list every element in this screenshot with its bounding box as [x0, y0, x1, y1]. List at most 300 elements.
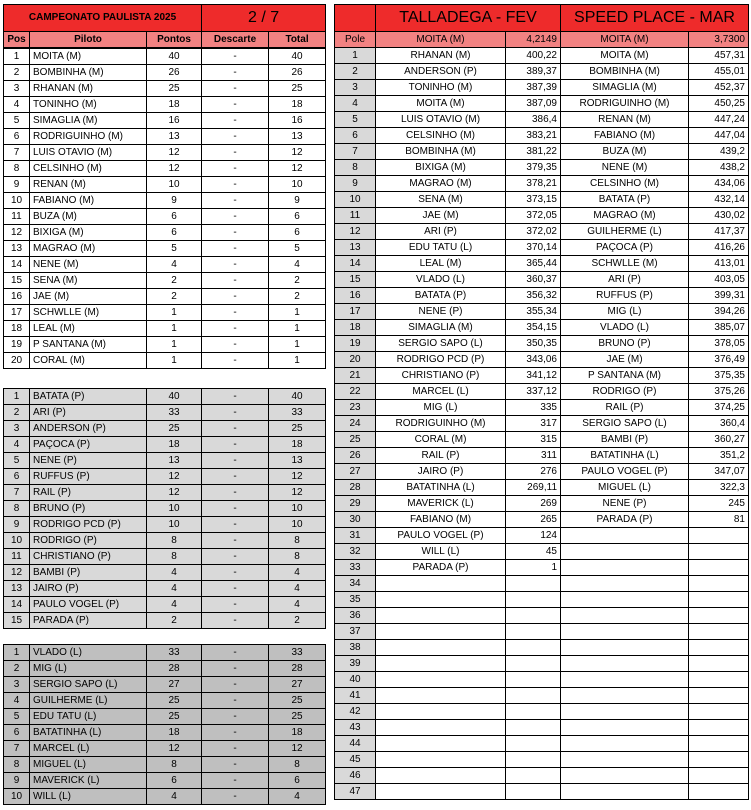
standings-pilot: GUILHERME (L) [30, 693, 147, 709]
standings-pos: 11 [4, 209, 30, 225]
race-row [335, 512, 749, 528]
standings-pos: 9 [4, 773, 30, 789]
standings-points: 1 [147, 305, 202, 321]
pole-pos: 19 [335, 336, 376, 352]
standings-discard: - [202, 161, 269, 177]
standings-pilot: MIGUEL (L) [30, 757, 147, 773]
standings-discard: - [202, 661, 269, 677]
standings-pos: 10 [4, 789, 30, 805]
standings-row [4, 241, 326, 257]
event2-driver: ARI (P) [561, 272, 689, 288]
race-row [335, 448, 749, 464]
standings-total: 13 [269, 453, 326, 469]
event2-score: 430,02 [689, 208, 749, 224]
event1-score: 372,05 [506, 208, 561, 224]
race-row [335, 272, 749, 288]
race-row [335, 256, 749, 272]
event1-driver [376, 752, 506, 768]
standings-row [4, 741, 326, 757]
standings-pos: 14 [4, 597, 30, 613]
race-results-table [334, 4, 749, 800]
event2-driver [561, 528, 689, 544]
event1-driver: BATATINHA (L) [376, 480, 506, 496]
event1-driver: RODRIGO PCD (P) [376, 352, 506, 368]
standings-pos: 7 [4, 485, 30, 501]
standings-points: 5 [147, 241, 202, 257]
standings-row [4, 469, 326, 485]
standings-total: 2 [269, 289, 326, 305]
standings-discard: - [202, 273, 269, 289]
pole-pos: 27 [335, 464, 376, 480]
standings-pilot: PAÇOCA (P) [30, 437, 147, 453]
event2-driver: PAULO VOGEL (P) [561, 464, 689, 480]
event2-title: SPEED PLACE - MAR [561, 5, 749, 32]
standings-points: 18 [147, 437, 202, 453]
event2-score [689, 704, 749, 720]
standings-points: 10 [147, 177, 202, 193]
event1-driver: MAVERICK (L) [376, 496, 506, 512]
event1-score [506, 784, 561, 800]
standings-total: 1 [269, 337, 326, 353]
standings-points: 10 [147, 501, 202, 517]
pole-pos: 37 [335, 624, 376, 640]
event2-driver: MAGRAO (M) [561, 208, 689, 224]
championship-title: CAMPEONATO PAULISTA 2025 [4, 5, 202, 32]
standings-row [4, 353, 326, 369]
event2-score: 455,01 [689, 64, 749, 80]
event1-driver: SIMAGLIA (M) [376, 320, 506, 336]
standings-pos: 12 [4, 565, 30, 581]
standings-points: 25 [147, 693, 202, 709]
standings-row [4, 389, 326, 405]
event1-score: 389,37 [506, 64, 561, 80]
standings-pilot: MIG (L) [30, 661, 147, 677]
event2-driver: SIMAGLIA (M) [561, 80, 689, 96]
standings-discard: - [202, 321, 269, 337]
race-row [335, 464, 749, 480]
standings-total: 25 [269, 421, 326, 437]
event2-score: 347,07 [689, 464, 749, 480]
event1-driver [376, 720, 506, 736]
event1-driver [376, 784, 506, 800]
standings-pilot: ARI (P) [30, 405, 147, 421]
event2-score: 385,07 [689, 320, 749, 336]
event2-score: 457,31 [689, 48, 749, 64]
standings-points: 12 [147, 469, 202, 485]
event1-driver: MARCEL (L) [376, 384, 506, 400]
event2-driver: VLADO (L) [561, 320, 689, 336]
event1-score: 373,15 [506, 192, 561, 208]
event1-score: 387,39 [506, 80, 561, 96]
event1-driver [376, 768, 506, 784]
standings-pos: 2 [4, 405, 30, 421]
standings-total: 6 [269, 225, 326, 241]
event2-score: 447,24 [689, 112, 749, 128]
col-total: Total [269, 32, 326, 48]
standings-pilot: LEAL (M) [30, 321, 147, 337]
standings-discard: - [202, 405, 269, 421]
race-row [335, 688, 749, 704]
standings-discard: - [202, 97, 269, 113]
standings-pilot: MAGRAO (M) [30, 241, 147, 257]
event1-score: 365,44 [506, 256, 561, 272]
standings-row [4, 661, 326, 677]
event2-driver: SCHWLLE (M) [561, 256, 689, 272]
event2-score: 413,01 [689, 256, 749, 272]
standings-row [4, 405, 326, 421]
standings-total: 5 [269, 241, 326, 257]
standings-row [4, 453, 326, 469]
standings-pos: 15 [4, 613, 30, 629]
standings-discard: - [202, 337, 269, 353]
event2-score: 375,35 [689, 368, 749, 384]
standings-total: 18 [269, 725, 326, 741]
standings-total: 33 [269, 645, 326, 661]
standings-discard: - [202, 533, 269, 549]
event1-driver: TONINHO (M) [376, 80, 506, 96]
event1-score [506, 624, 561, 640]
race-row [335, 128, 749, 144]
pole-pos: 16 [335, 288, 376, 304]
standings-pos: 16 [4, 289, 30, 305]
standings-pos: 9 [4, 517, 30, 533]
standings-discard: - [202, 501, 269, 517]
event1-score [506, 672, 561, 688]
event2-driver: PARADA (P) [561, 512, 689, 528]
standings-total: 12 [269, 145, 326, 161]
pole-pos: 47 [335, 784, 376, 800]
event1-driver: SERGIO SAPO (L) [376, 336, 506, 352]
event1-score [506, 656, 561, 672]
event2-score: 374,25 [689, 400, 749, 416]
event1-score: 1 [506, 560, 561, 576]
standings-pilot: WILL (L) [30, 789, 147, 805]
event2-score [689, 736, 749, 752]
pole-pos: 24 [335, 416, 376, 432]
race-row [335, 80, 749, 96]
event2-driver: RENAN (M) [561, 112, 689, 128]
race-row [335, 672, 749, 688]
standings-discard: - [202, 129, 269, 145]
pole-pos: 1 [335, 48, 376, 64]
standings-discard: - [202, 49, 269, 65]
standings-total: 28 [269, 661, 326, 677]
standings-pilot: NENE (P) [30, 453, 147, 469]
event2-driver: BATATINHA (L) [561, 448, 689, 464]
standings-total: 12 [269, 161, 326, 177]
pole-pos: 9 [335, 176, 376, 192]
standings-row [4, 773, 326, 789]
event1-score: 337,12 [506, 384, 561, 400]
standings-total: 1 [269, 353, 326, 369]
race-row [335, 704, 749, 720]
standings-discard: - [202, 613, 269, 629]
event1-score: 378,21 [506, 176, 561, 192]
pole-pos: 8 [335, 160, 376, 176]
standings-pilot: RENAN (M) [30, 177, 147, 193]
standings-points: 12 [147, 145, 202, 161]
standings-row [4, 273, 326, 289]
standings-total: 1 [269, 321, 326, 337]
race-row [335, 576, 749, 592]
standings-pilot: CELSINHO (M) [30, 161, 147, 177]
pole-pos: 23 [335, 400, 376, 416]
event1-score [506, 608, 561, 624]
event1-score: 381,22 [506, 144, 561, 160]
standings-discard: - [202, 469, 269, 485]
standings-points: 8 [147, 533, 202, 549]
event2-score: 322,3 [689, 480, 749, 496]
event1-score: 350,35 [506, 336, 561, 352]
event1-score [506, 640, 561, 656]
event1-score [506, 592, 561, 608]
standings-pos: 20 [4, 353, 30, 369]
standings-pos: 4 [4, 693, 30, 709]
standings-row [4, 613, 326, 629]
event2-driver [561, 608, 689, 624]
standings-pilot: RAIL (P) [30, 485, 147, 501]
event2-driver: BOMBINHA (M) [561, 64, 689, 80]
standings-row [4, 485, 326, 501]
event1-score: 372,02 [506, 224, 561, 240]
event2-driver [561, 624, 689, 640]
round-indicator: 2 / 7 [202, 5, 326, 32]
standings-pilot: PAULO VOGEL (P) [30, 597, 147, 613]
standings-row [4, 501, 326, 517]
standings-points: 16 [147, 113, 202, 129]
standings-pilot: CHRISTIANO (P) [30, 549, 147, 565]
race-row [335, 640, 749, 656]
race-row [335, 768, 749, 784]
pole-pos: 17 [335, 304, 376, 320]
pole-pos: 33 [335, 560, 376, 576]
standings-row [4, 565, 326, 581]
standings-pos: 8 [4, 757, 30, 773]
event1-driver: CHRISTIANO (P) [376, 368, 506, 384]
event1-driver: PARADA (P) [376, 560, 506, 576]
standings-discard: - [202, 305, 269, 321]
standings-row [4, 421, 326, 437]
pole-pos: 44 [335, 736, 376, 752]
race-row [335, 144, 749, 160]
standings-pilot: RUFFUS (P) [30, 469, 147, 485]
standings-group-m [3, 48, 326, 369]
standings-pos: 5 [4, 709, 30, 725]
event2-driver: CELSINHO (M) [561, 176, 689, 192]
event2-score [689, 544, 749, 560]
event2-driver: BATATA (P) [561, 192, 689, 208]
event1-pole-time: 4,2149 [506, 32, 561, 48]
standings-pos: 7 [4, 741, 30, 757]
standings-total: 18 [269, 97, 326, 113]
standings-pos: 3 [4, 677, 30, 693]
pole-pos: 45 [335, 752, 376, 768]
pole-title-cell [335, 5, 376, 32]
race-row [335, 208, 749, 224]
event2-score: 378,05 [689, 336, 749, 352]
event1-score [506, 768, 561, 784]
standings-row [4, 145, 326, 161]
event1-score: 311 [506, 448, 561, 464]
event2-driver: NENE (P) [561, 496, 689, 512]
standings-pos: 8 [4, 501, 30, 517]
race-row [335, 320, 749, 336]
event1-score: 317 [506, 416, 561, 432]
standings-discard: - [202, 437, 269, 453]
standings-discard: - [202, 257, 269, 273]
standings-points: 4 [147, 257, 202, 273]
race-row [335, 192, 749, 208]
pole-pos: 25 [335, 432, 376, 448]
event2-score: 416,26 [689, 240, 749, 256]
standings-pilot: P SANTANA (M) [30, 337, 147, 353]
event2-score: 394,26 [689, 304, 749, 320]
event2-driver [561, 784, 689, 800]
standings-total: 25 [269, 693, 326, 709]
standings-points: 33 [147, 645, 202, 661]
race-row [335, 784, 749, 800]
standings-pos: 4 [4, 97, 30, 113]
event2-driver [561, 640, 689, 656]
standings-pos: 13 [4, 581, 30, 597]
pole-pos: 46 [335, 768, 376, 784]
standings-pilot: BATATINHA (L) [30, 725, 147, 741]
standings-pilot: VLADO (L) [30, 645, 147, 661]
standings-discard: - [202, 353, 269, 369]
standings-pos: 1 [4, 645, 30, 661]
event2-score: 417,37 [689, 224, 749, 240]
event2-score: 447,04 [689, 128, 749, 144]
event1-driver: RODRIGUINHO (M) [376, 416, 506, 432]
event2-score: 360,4 [689, 416, 749, 432]
event2-driver: MIGUEL (L) [561, 480, 689, 496]
race-row [335, 48, 749, 64]
event2-score [689, 768, 749, 784]
event2-driver: RAIL (P) [561, 400, 689, 416]
standings-pilot: SIMAGLIA (M) [30, 113, 147, 129]
standings-points: 18 [147, 725, 202, 741]
standings-discard: - [202, 289, 269, 305]
event2-driver: BUZA (M) [561, 144, 689, 160]
standings-points: 27 [147, 677, 202, 693]
race-row [335, 736, 749, 752]
race-row [335, 384, 749, 400]
standings-total: 4 [269, 565, 326, 581]
col-pole: Pole [335, 32, 376, 48]
standings-points: 13 [147, 453, 202, 469]
pole-pos: 4 [335, 96, 376, 112]
event1-driver: VLADO (L) [376, 272, 506, 288]
event1-driver: WILL (L) [376, 544, 506, 560]
standings-pos: 10 [4, 533, 30, 549]
standings-pilot: SENA (M) [30, 273, 147, 289]
standings-total: 10 [269, 501, 326, 517]
event2-score [689, 528, 749, 544]
standings-total: 16 [269, 113, 326, 129]
standings-row [4, 437, 326, 453]
standings-row [4, 257, 326, 273]
standings-points: 40 [147, 49, 202, 65]
standings-discard: - [202, 773, 269, 789]
event2-score [689, 672, 749, 688]
pole-pos: 30 [335, 512, 376, 528]
standings-total: 8 [269, 533, 326, 549]
standings-points: 4 [147, 565, 202, 581]
event1-score: 370,14 [506, 240, 561, 256]
event2-driver: MIG (L) [561, 304, 689, 320]
standings-row [4, 321, 326, 337]
standings-points: 28 [147, 661, 202, 677]
standings-pilot: BUZA (M) [30, 209, 147, 225]
event1-driver: FABIANO (M) [376, 512, 506, 528]
event1-driver: NENE (P) [376, 304, 506, 320]
standings-points: 1 [147, 353, 202, 369]
event1-driver [376, 656, 506, 672]
race-row [335, 544, 749, 560]
event2-score: 399,31 [689, 288, 749, 304]
standings-points: 2 [147, 273, 202, 289]
event2-driver [561, 672, 689, 688]
event2-pole-time: 3,7300 [689, 32, 749, 48]
event2-score: 439,2 [689, 144, 749, 160]
event1-driver: JAIRO (P) [376, 464, 506, 480]
race-row [335, 368, 749, 384]
standings-points: 25 [147, 81, 202, 97]
standings-discard: - [202, 65, 269, 81]
standings-points: 4 [147, 789, 202, 805]
event1-score: 379,35 [506, 160, 561, 176]
event2-driver [561, 592, 689, 608]
standings-discard: - [202, 145, 269, 161]
standings-discard: - [202, 421, 269, 437]
standings-total: 2 [269, 613, 326, 629]
pole-pos: 13 [335, 240, 376, 256]
pole-pos: 12 [335, 224, 376, 240]
standings-points: 8 [147, 549, 202, 565]
standings-pos: 2 [4, 65, 30, 81]
event2-driver: JAE (M) [561, 352, 689, 368]
event2-score [689, 656, 749, 672]
standings-row [4, 113, 326, 129]
event1-driver: CORAL (M) [376, 432, 506, 448]
standings-row [4, 581, 326, 597]
pole-pos: 38 [335, 640, 376, 656]
race-row [335, 240, 749, 256]
event2-score: 351,2 [689, 448, 749, 464]
event2-driver: BAMBI (P) [561, 432, 689, 448]
event2-driver [561, 656, 689, 672]
standings-points: 12 [147, 161, 202, 177]
standings-pilot: BIXIGA (M) [30, 225, 147, 241]
race-row [335, 432, 749, 448]
standings-pilot: BOMBINHA (M) [30, 65, 147, 81]
event1-driver [376, 608, 506, 624]
standings-total: 25 [269, 709, 326, 725]
event1-score: 356,32 [506, 288, 561, 304]
standings-pos: 5 [4, 453, 30, 469]
event2-driver: RODRIGO (P) [561, 384, 689, 400]
standings-total: 4 [269, 789, 326, 805]
standings-points: 26 [147, 65, 202, 81]
standings-pos: 18 [4, 321, 30, 337]
event1-score: 124 [506, 528, 561, 544]
standings-points: 6 [147, 209, 202, 225]
standings-row [4, 725, 326, 741]
standings-points: 12 [147, 485, 202, 501]
standings-pilot: ANDERSON (P) [30, 421, 147, 437]
event2-score: 450,25 [689, 96, 749, 112]
standings-pos: 12 [4, 225, 30, 241]
